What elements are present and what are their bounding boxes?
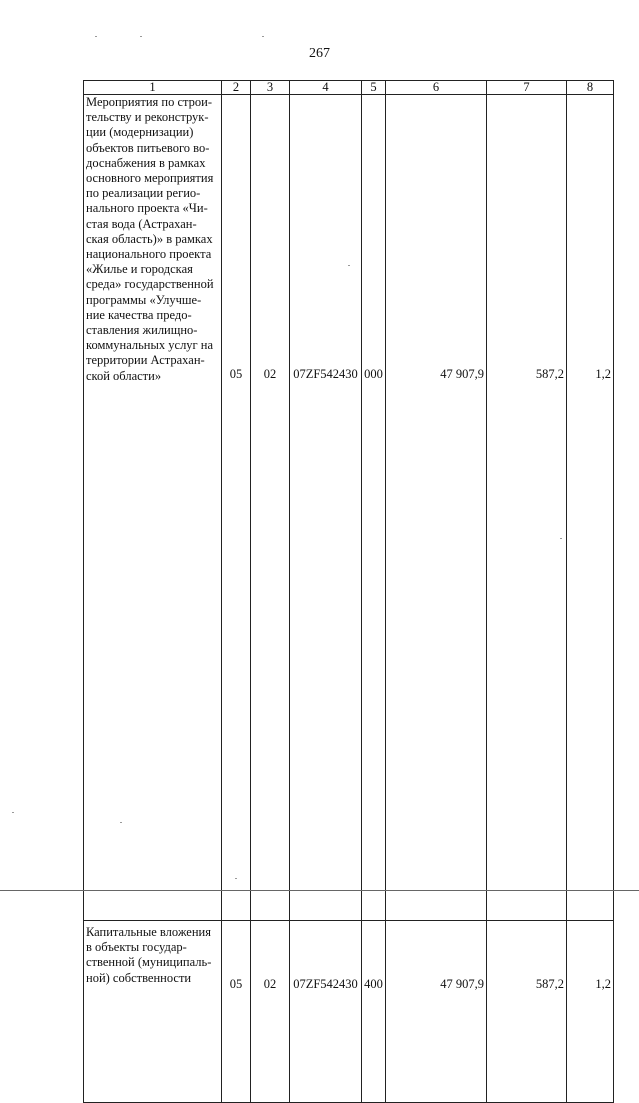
section-code: 05 <box>222 95 251 921</box>
scan-speck <box>348 265 350 266</box>
scan-speck <box>560 538 562 539</box>
subsection-code: 02 <box>251 921 290 1103</box>
budget-table <box>83 80 614 1103</box>
column-header: 4 <box>290 81 362 95</box>
amount-col8: 1,2 <box>567 95 614 921</box>
expense-type-code: 000 <box>362 95 386 921</box>
expense-type-code: 400 <box>362 921 386 1103</box>
column-header: 1 <box>84 81 222 95</box>
page-number: 267 <box>309 46 330 61</box>
amount-col6: 47 907,9 <box>386 921 487 1103</box>
header-row <box>84 81 614 95</box>
amount-col8: 1,2 <box>567 921 614 1103</box>
subsection-code: 02 <box>251 95 290 921</box>
row-description: Капитальные вложения в объекты государ- ственной (муниципаль- ной) собственности <box>84 921 222 1103</box>
table-row <box>84 95 614 921</box>
section-code: 05 <box>222 921 251 1103</box>
scan-speck <box>95 36 97 37</box>
scan-speck <box>262 36 264 37</box>
column-header: 2 <box>222 81 251 95</box>
amount-col6: 47 907,9 <box>386 95 487 921</box>
scan-speck <box>120 822 122 823</box>
scan-speck <box>12 812 14 813</box>
target-article-code: 07ZF542430 <box>290 921 362 1103</box>
table-row <box>84 921 614 1103</box>
column-header: 3 <box>251 81 290 95</box>
scan-speck <box>140 36 142 37</box>
column-header: 8 <box>567 81 614 95</box>
page-bottom-edge <box>0 890 639 891</box>
row-description: Мероприятия по строи- тельству и реконструк- ции (модернизации) объектов питьевого во- доснабжения в рамках основного мероприятия по реализации регио- нального проекта «Чи- стая вода (Астрахан- ская область)» в рамках национального проекта «Жилье и городская среда» государственной программы «Улучше- ние качества предо- ставления жилищно- коммунальных услуг на территории Астрахан- ской области» <box>84 95 222 921</box>
target-article-code: 07ZF542430 <box>290 95 362 921</box>
column-header: 5 <box>362 81 386 95</box>
amount-col7: 587,2 <box>487 921 567 1103</box>
amount-col7: 587,2 <box>487 95 567 921</box>
column-header: 6 <box>386 81 487 95</box>
column-header: 7 <box>487 81 567 95</box>
scan-speck <box>235 878 237 879</box>
